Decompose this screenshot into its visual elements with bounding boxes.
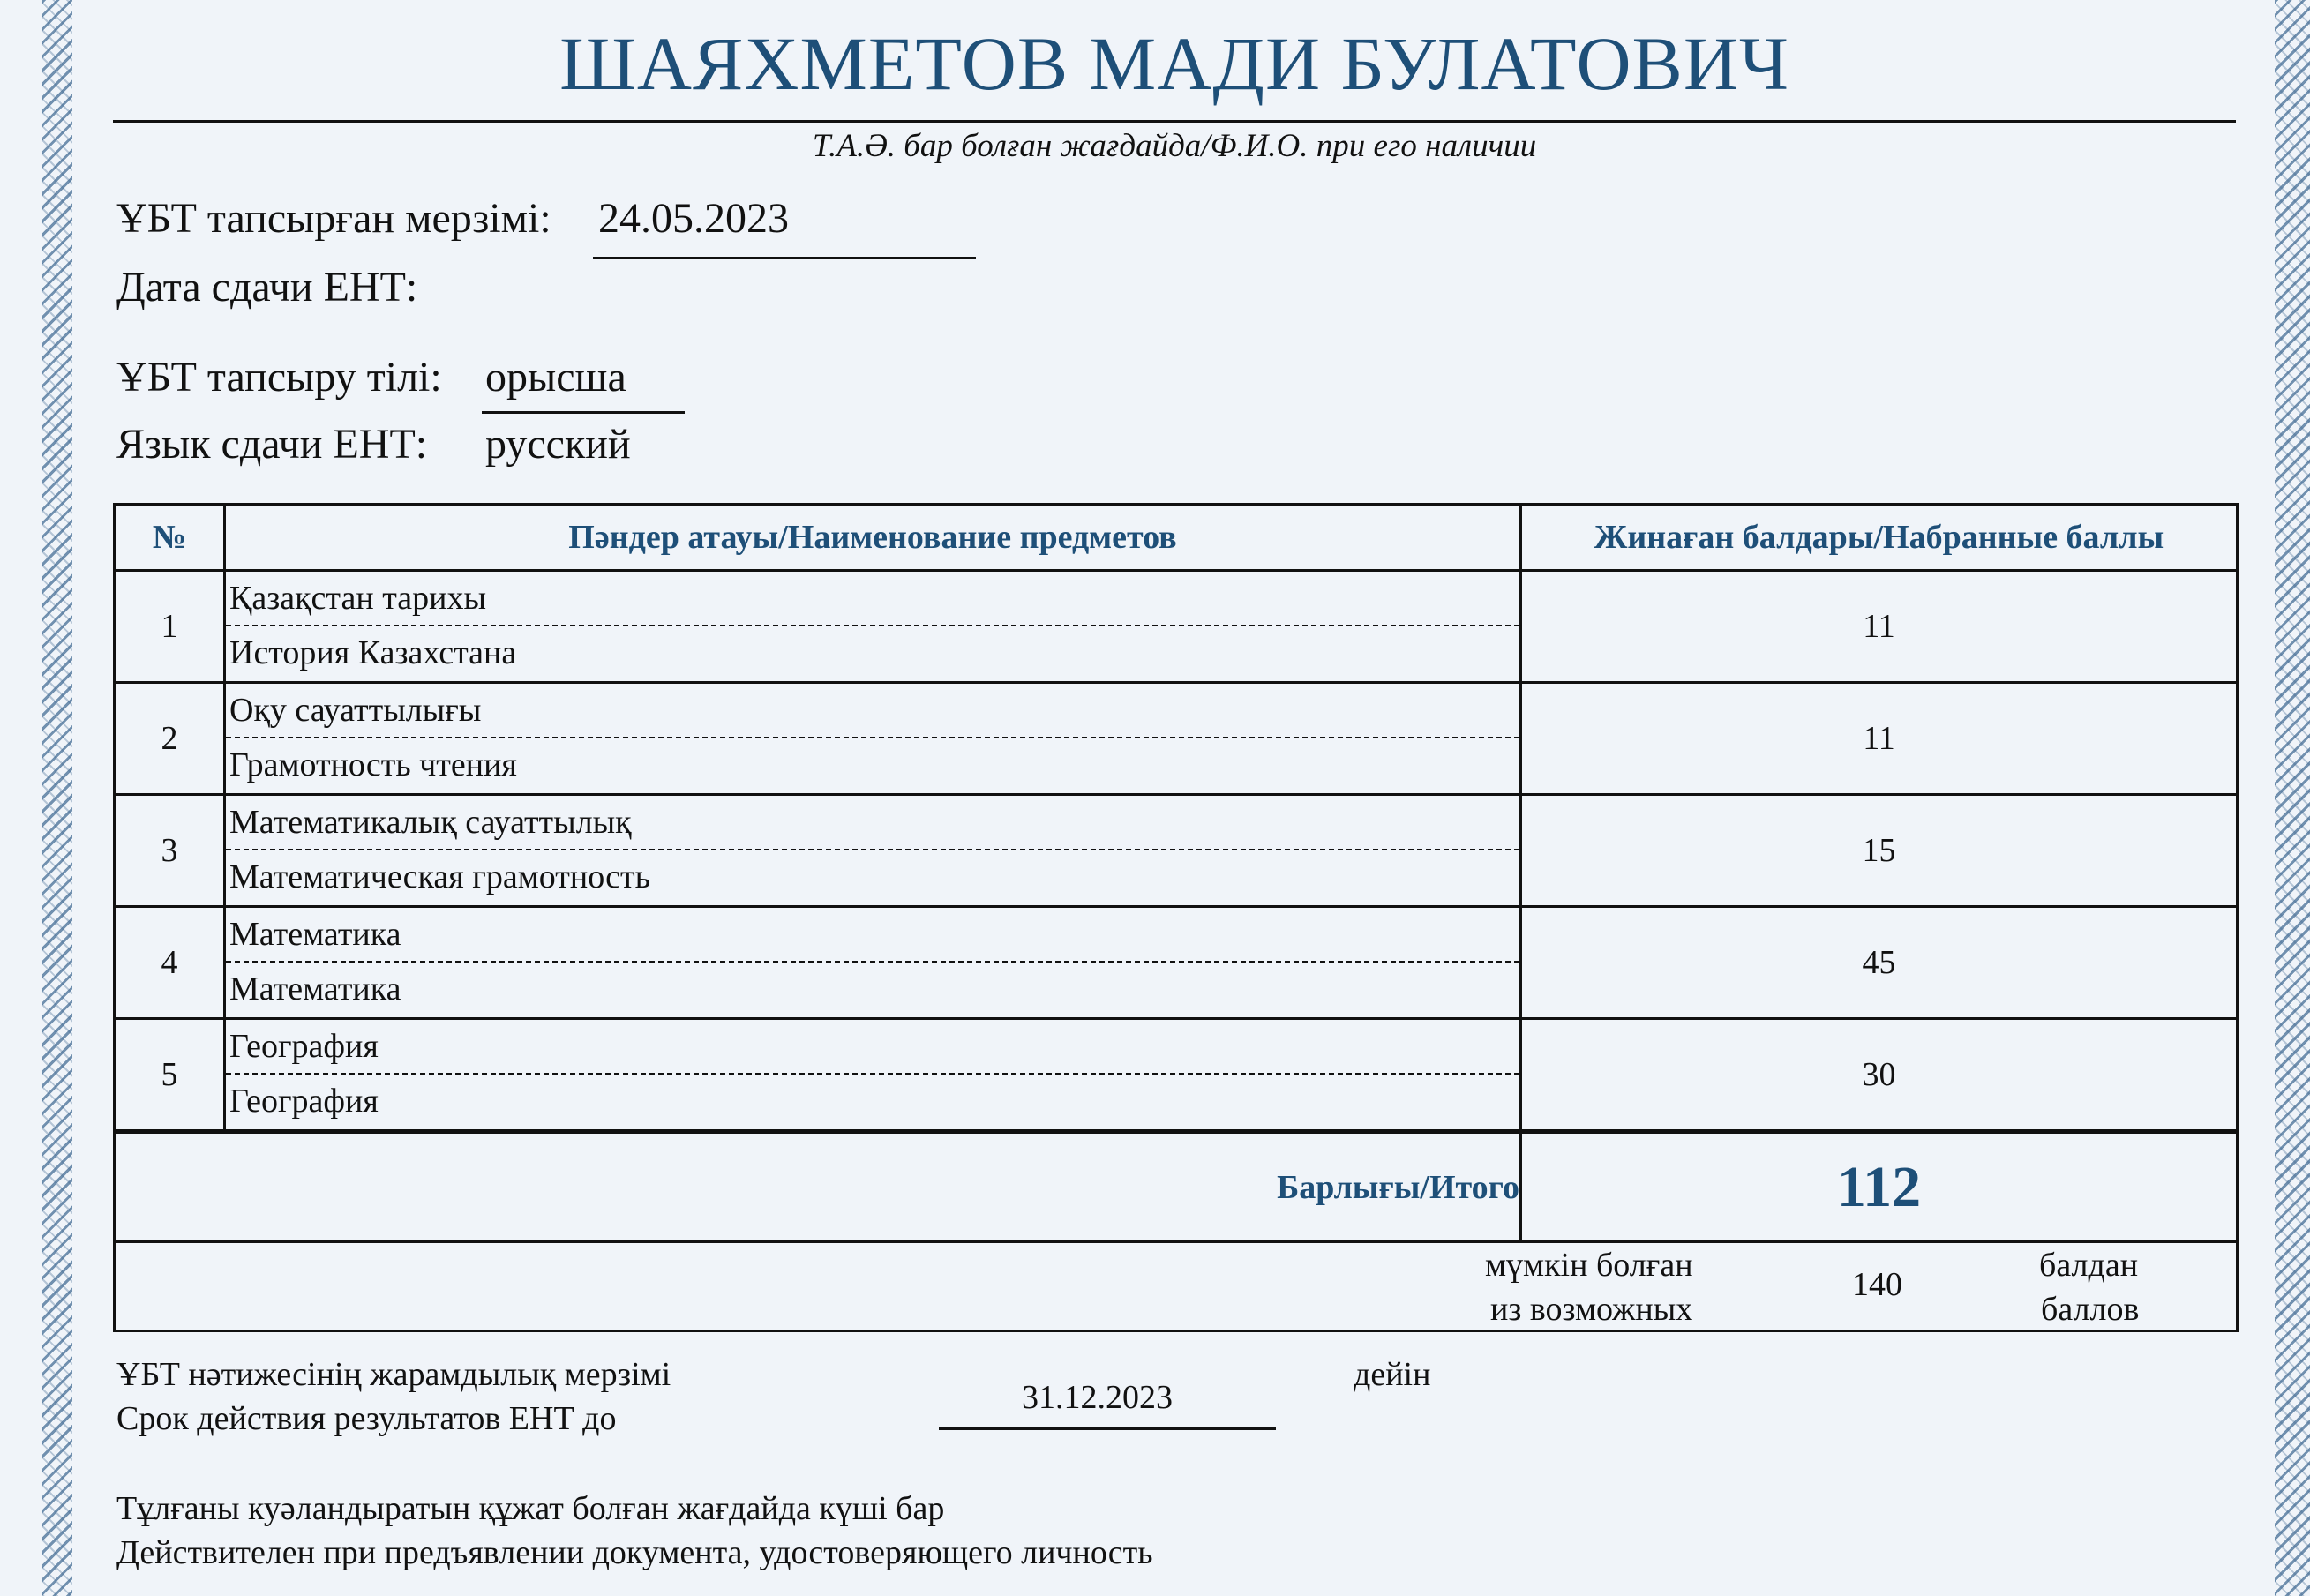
validity-date: 31.12.2023	[1022, 1379, 1173, 1416]
subject-score: 30	[1521, 1019, 2238, 1132]
exam-date-value: 24.05.2023	[598, 195, 789, 242]
validity-date-underline	[939, 1427, 1276, 1430]
row-number: 2	[115, 683, 225, 795]
possible-suffix-kz: балдан	[2039, 1247, 2139, 1284]
name-underline	[113, 120, 2236, 123]
name-caption: Т.А.Ә. бар болған жағдайда/Ф.И.О. при его наличии	[812, 128, 1537, 164]
row-number: 5	[115, 1019, 225, 1132]
header-subject: Пәндер атауы/Наименование предметов	[225, 505, 1521, 571]
table-row	[115, 1019, 2238, 1132]
row-number: 4	[115, 907, 225, 1019]
subject-name-kz: Математикалық сауаттылық	[226, 796, 1519, 850]
subject-score: 11	[1521, 683, 2238, 795]
total-score: 112	[1521, 1132, 2238, 1242]
exam-language-underline	[482, 411, 685, 414]
subject-cell	[225, 1019, 1521, 1132]
table-header-row	[115, 505, 2238, 571]
subject-name-ru: История Казахстана	[229, 634, 517, 671]
row-number: 3	[115, 795, 225, 907]
subject-name-ru: География	[229, 1083, 379, 1120]
subject-name-kz: География	[226, 1020, 1519, 1075]
subject-name-ru: Математическая грамотность	[229, 858, 650, 895]
total-row	[115, 1132, 2238, 1242]
subject-name-ru: Грамотность чтения	[229, 746, 517, 783]
possible-cell	[115, 1242, 2238, 1331]
possible-prefix-ru: из возможных	[1490, 1291, 1693, 1328]
validity-suffix-kz: дейін	[1354, 1356, 1431, 1393]
subject-name-kz: Математика	[226, 908, 1519, 963]
header-num: №	[115, 505, 225, 571]
exam-date-underline	[593, 257, 976, 259]
exam-date-label-kz: ҰБТ тапсырған мерзімі:	[116, 195, 551, 242]
decorative-border-left	[42, 0, 72, 1596]
exam-language-label-ru: Язык сдачи ЕНТ:	[116, 421, 428, 468]
subject-cell	[225, 683, 1521, 795]
identity-note-kz: Тұлғаны куәландыратын құжат болған жағдайда күші бар	[116, 1490, 945, 1527]
validity-label-kz: ҰБТ нәтижесінің жарамдылық мерзімі	[116, 1356, 671, 1393]
exam-language-value-ru: русский	[485, 421, 631, 468]
possible-row	[115, 1242, 2238, 1331]
header-score: Жинаған балдары/Набранные баллы	[1521, 505, 2238, 571]
possible-suffix-ru: баллов	[2041, 1291, 2140, 1328]
subject-score: 45	[1521, 907, 2238, 1019]
subject-score: 15	[1521, 795, 2238, 907]
validity-label-ru: Срок действия результатов ЕНТ до	[116, 1400, 617, 1437]
subject-cell	[225, 571, 1521, 683]
possible-prefix-kz: мүмкін болған	[1485, 1247, 1693, 1284]
subject-name-kz: Қазақстан тарихы	[226, 572, 1519, 626]
subject-score: 11	[1521, 571, 2238, 683]
decorative-border-right	[2275, 0, 2310, 1596]
table-row	[115, 907, 2238, 1019]
possible-max-score: 140	[1852, 1266, 1902, 1303]
row-number: 1	[115, 571, 225, 683]
exam-date-label-ru: Дата сдачи ЕНТ:	[116, 264, 418, 311]
scores-table	[113, 503, 2239, 1332]
table-row	[115, 683, 2238, 795]
table-row	[115, 795, 2238, 907]
exam-language-label-kz: ҰБТ тапсыру тілі:	[116, 354, 442, 401]
subject-cell	[225, 907, 1521, 1019]
total-label: Барлығы/Итого	[115, 1132, 1521, 1242]
table-row	[115, 571, 2238, 683]
identity-note-ru: Действителен при предъявлении документа, удостоверяющего личность	[116, 1534, 1153, 1571]
subject-cell	[225, 795, 1521, 907]
full-name: ШАЯХМЕТОВ МАДИ БУЛАТОВИЧ	[559, 21, 1789, 106]
subject-name-ru: Математика	[229, 970, 401, 1008]
exam-language-value-kz: орысша	[485, 354, 626, 401]
subject-name-kz: Оқу сауаттылығы	[226, 684, 1519, 738]
